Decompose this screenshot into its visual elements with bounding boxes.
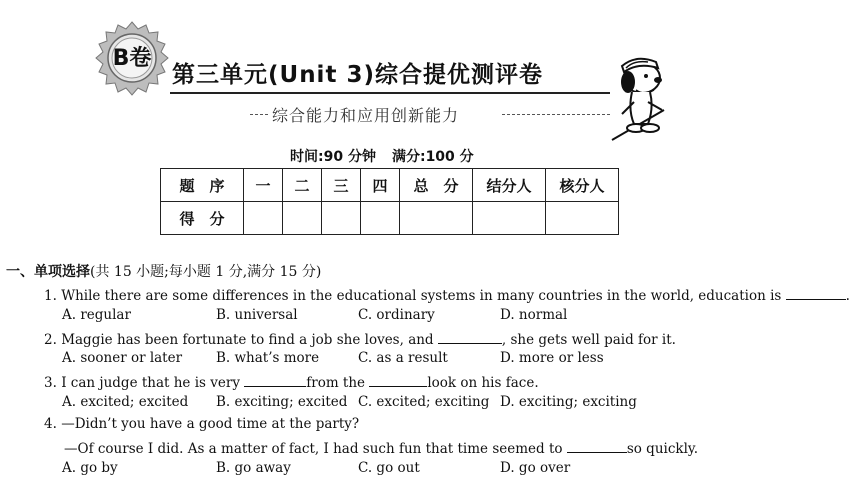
score-cell-3: 三 bbox=[322, 169, 361, 202]
badge-label: B卷 bbox=[112, 46, 152, 71]
question-text-end: . bbox=[845, 288, 850, 304]
score-entry[interactable] bbox=[361, 202, 400, 235]
exam-info bbox=[290, 146, 490, 166]
question-text: While there are some differences in the educational systems in many countries in the world, education is bbox=[61, 288, 782, 304]
question-number: 2. bbox=[44, 332, 57, 348]
question-text-end: so quickly. bbox=[626, 441, 699, 457]
question-2 bbox=[44, 329, 676, 348]
score-cell-scorer: 结分人 bbox=[473, 169, 546, 202]
option-d[interactable]: D. normal bbox=[500, 307, 568, 323]
option-c[interactable]: C. as a result bbox=[358, 350, 448, 366]
answer-blank[interactable] bbox=[567, 438, 627, 453]
score-table-header-row bbox=[161, 169, 619, 202]
score-entry[interactable] bbox=[400, 202, 473, 235]
score-entry[interactable] bbox=[244, 202, 283, 235]
option-b[interactable]: B. exciting; excited bbox=[216, 394, 348, 410]
question-1 bbox=[44, 285, 850, 304]
option-c[interactable]: C. ordinary bbox=[358, 307, 435, 323]
page-title: 第三单元(Unit 3)综合提优测评卷 bbox=[172, 62, 543, 88]
unit-badge bbox=[93, 20, 171, 98]
subtitle-banner bbox=[250, 103, 610, 127]
score-cell-checker: 核分人 bbox=[546, 169, 619, 202]
question-number: 3. bbox=[44, 375, 57, 391]
score-cell-total: 总 分 bbox=[400, 169, 473, 202]
question-4 bbox=[44, 416, 359, 432]
option-c[interactable]: C. go out bbox=[358, 460, 420, 476]
score-cell-label: 题 序 bbox=[161, 169, 244, 202]
option-d[interactable]: D. go over bbox=[500, 460, 571, 476]
answer-blank[interactable] bbox=[438, 329, 502, 344]
answer-blank[interactable] bbox=[786, 285, 846, 300]
score-table bbox=[160, 168, 619, 235]
option-a[interactable]: A. sooner or later bbox=[62, 350, 183, 366]
answer-blank[interactable] bbox=[244, 372, 306, 387]
page-subtitle: 综合能力和应用创新能力 bbox=[272, 106, 460, 125]
option-c[interactable]: C. excited; exciting bbox=[358, 394, 490, 410]
option-a[interactable]: A. excited; excited bbox=[62, 394, 189, 410]
score-cell-2: 二 bbox=[283, 169, 322, 202]
score-entry[interactable] bbox=[546, 202, 619, 235]
option-b[interactable]: B. universal bbox=[216, 307, 298, 323]
question-text: —Of course I did. As a matter of fact, I had such fun that time seemed to bbox=[64, 441, 563, 457]
dash-right bbox=[502, 114, 610, 115]
question-number: 4. bbox=[44, 416, 57, 432]
question-3 bbox=[44, 372, 539, 391]
option-b[interactable]: B. go away bbox=[216, 460, 291, 476]
exam-time: 时间:90 分钟 bbox=[290, 149, 376, 165]
score-entry[interactable] bbox=[283, 202, 322, 235]
answer-blank[interactable] bbox=[369, 372, 427, 387]
question-text: Maggie has been fortunate to find a job she loves, and bbox=[61, 332, 434, 348]
score-entry[interactable] bbox=[473, 202, 546, 235]
option-a[interactable]: A. regular bbox=[62, 307, 131, 323]
question-text-mid: from the bbox=[306, 375, 366, 391]
dash-left bbox=[250, 114, 268, 115]
section-title: 一、单项选择 bbox=[6, 264, 90, 280]
question-number: 1. bbox=[44, 288, 57, 304]
question-text: —Didn’t you have a good time at the party? bbox=[61, 416, 360, 432]
option-b[interactable]: B. what’s more bbox=[216, 350, 320, 366]
section-note: (共 15 小题;每小题 1 分,满分 15 分) bbox=[90, 264, 322, 280]
score-row-label: 得 分 bbox=[161, 202, 244, 235]
question-4-line-2 bbox=[64, 438, 698, 457]
score-cell-4: 四 bbox=[361, 169, 400, 202]
section-heading bbox=[6, 261, 321, 281]
question-text: I can judge that he is very bbox=[61, 375, 240, 391]
exam-full-score: 满分:100 分 bbox=[391, 149, 474, 165]
score-entry[interactable] bbox=[322, 202, 361, 235]
score-cell-1: 一 bbox=[244, 169, 283, 202]
question-text-end: , she gets well paid for it. bbox=[501, 332, 676, 348]
score-table-score-row bbox=[161, 202, 619, 235]
option-d[interactable]: D. more or less bbox=[500, 350, 604, 366]
option-d[interactable]: D. exciting; exciting bbox=[500, 394, 637, 410]
question-text-end: look on his face. bbox=[427, 375, 539, 391]
snoopy-mascot-icon bbox=[598, 44, 678, 144]
title-divider bbox=[170, 92, 610, 94]
option-a[interactable]: A. go by bbox=[62, 460, 118, 476]
